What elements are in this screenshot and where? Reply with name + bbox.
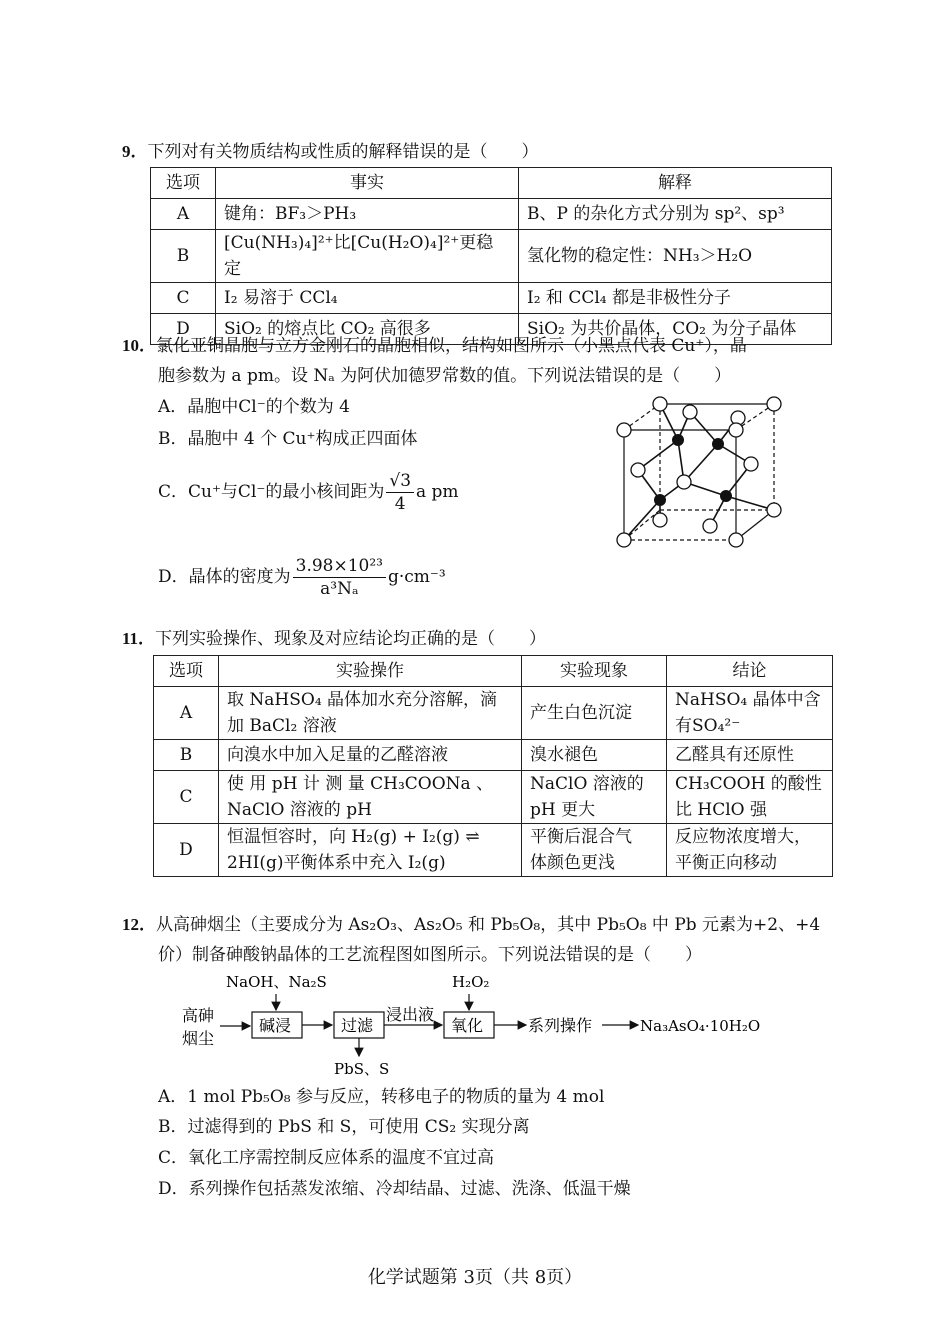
table-row — [154, 771, 833, 824]
q9-reason-cell: I₂ 和 CCl₄ 都是非极性分子 — [519, 283, 832, 314]
q9-table — [150, 167, 832, 345]
q11-stem — [122, 623, 834, 655]
crystal-cell-diagram — [606, 392, 796, 552]
bond-lines — [624, 404, 774, 540]
q11-header-operation: 实验操作 — [219, 656, 522, 687]
q10-option-b: B．晶胞中 4 个 Cu⁺构成正四面体 — [158, 429, 418, 449]
q10-option-d — [158, 555, 446, 600]
q11-option-cell: D — [154, 824, 219, 877]
fraction-numerator: √3 — [386, 470, 414, 493]
cell-line: 比 HClO 强 — [675, 800, 768, 820]
q10-option-c-suffix: a pm — [416, 482, 459, 502]
flow-step1-label: 碱浸 — [259, 1016, 292, 1035]
q10-option-c-prefix: C．Cu⁺与Cl⁻的最小核间距为 — [158, 482, 385, 502]
q9-fact-cell: SiO₂ 的熔点比 CO₂ 高很多 — [216, 314, 519, 345]
flow-reagent-2: H₂O₂ — [452, 973, 490, 991]
q9-fact-cell: [Cu(NH₃)₄]²⁺比[Cu(H₂O)₄]²⁺更稳定 — [216, 230, 519, 283]
flow-series-label: 系列操作 — [528, 1016, 593, 1035]
q9-option-cell: B — [151, 230, 216, 283]
q9-reason-cell: SiO₂ 为共价晶体，CO₂ 为分子晶体 — [519, 314, 832, 345]
q10-option-d-fraction — [293, 555, 386, 600]
q9-reason-cell: 氢化物的稳定性：NH₃＞H₂O — [519, 230, 832, 283]
table-row — [154, 824, 833, 877]
q12-option-d: D．系列操作包括蒸发浓缩、冷却结晶、过滤、洗涤、低温干燥 — [158, 1179, 631, 1199]
cell-line: 反应物浓度增大， — [675, 827, 811, 847]
q11-operation-cell — [219, 771, 522, 824]
cell-line: 取 NaHSO₄ 晶体加水充分溶解，滴 — [227, 690, 498, 710]
q9-header-option: 选项 — [151, 168, 216, 199]
flow-raw-label-2: 烟尘 — [182, 1029, 215, 1048]
cell-line: 平衡正向移动 — [675, 853, 777, 873]
cell-line: 恒温恒容时，向 H₂(g) + I₂(g) ⇌ — [227, 827, 480, 847]
q12-option-c: C．氧化工序需控制反应体系的温度不宜过高 — [158, 1148, 495, 1168]
q11-option-cell: B — [154, 740, 219, 771]
flow-liquid-label: 浸出液 — [386, 1005, 435, 1024]
q9-option-cell: D — [151, 314, 216, 345]
q9-option-cell: A — [151, 199, 216, 230]
q12-stem — [122, 909, 834, 941]
fraction-numerator: 3.98×10²³ — [293, 555, 386, 578]
flow-residue-label: PbS、S — [334, 1060, 390, 1078]
q12-option-b: B．过滤得到的 PbS 和 S，可使用 CS₂ 实现分离 — [158, 1117, 530, 1137]
q11-conclusion-cell — [667, 687, 833, 740]
flow-step3-label: 氧化 — [451, 1016, 484, 1035]
q12-number: 12． — [122, 915, 156, 934]
q11-table — [153, 655, 833, 877]
q12-option-a: A．1 mol Pb₅O₈ 参与反应，转移电子的物质的量为 4 mol — [158, 1087, 605, 1107]
q11-header-option: 选项 — [154, 656, 219, 687]
flow-step2-label: 过滤 — [341, 1016, 374, 1035]
cell-line: 体颜色更浅 — [530, 853, 615, 873]
q10-number: 10． — [122, 336, 156, 355]
table-row — [151, 199, 832, 230]
q11-operation-cell: 向溴水中加入足量的乙醛溶液 — [219, 740, 522, 771]
cell-line: 平衡后混合气 — [530, 827, 632, 847]
q11-header-phenomenon: 实验现象 — [522, 656, 667, 687]
fraction-denominator: a³Nₐ — [320, 579, 359, 599]
q9-header-reason: 解释 — [519, 168, 832, 199]
q12-stem-line2: 价）制备砷酸钠晶体的工艺流程图如图所示。下列说法错误的是（ ） — [158, 945, 702, 965]
q10-option-c — [158, 470, 459, 515]
q9-reason-cell: B、P 的杂化方式分别为 sp²、sp³ — [519, 199, 832, 230]
cell-line: pH 更大 — [530, 800, 596, 820]
q11-conclusion-cell — [667, 824, 833, 877]
table-row — [151, 283, 832, 314]
fraction-denominator: 4 — [394, 494, 406, 514]
q10-option-c-fraction — [386, 470, 414, 515]
q9-stem — [122, 136, 834, 168]
cell-line: NaClO 溶液的 pH — [227, 800, 372, 820]
q11-phenomenon-cell — [522, 824, 667, 877]
q11-option-cell: A — [154, 687, 219, 740]
q9-number: 9． — [122, 142, 148, 161]
q10-stem-line1: 氯化亚铜晶胞与立方金刚石的晶胞相似，结构如图所示（小黑点代表 Cu⁺），晶 — [156, 336, 747, 356]
q9-header-fact: 事实 — [216, 168, 519, 199]
flow-reagent-1: NaOH、Na₂S — [226, 973, 327, 991]
q9-fact-cell: 键角：BF₃＞PH₃ — [216, 199, 519, 230]
process-flow-diagram — [176, 966, 796, 1081]
q11-conclusion-cell — [667, 771, 833, 824]
q10-stem — [122, 330, 834, 362]
q10-stem-line2: 胞参数为 a pm。设 Nₐ 为阿伏加德罗常数的值。下列说法错误的是（ ） — [158, 366, 732, 386]
q11-operation-cell — [219, 824, 522, 877]
q11-number: 11． — [122, 629, 156, 648]
flow-product-label: Na₃AsO₄·10H₂O — [640, 1017, 761, 1035]
cell-line: CH₃COOH 的酸性 — [675, 774, 822, 794]
table-row — [154, 687, 833, 740]
q11-operation-cell — [219, 687, 522, 740]
cell-line: NaClO 溶液的 — [530, 774, 644, 794]
q11-phenomenon-cell — [522, 771, 667, 824]
q11-option-cell: C — [154, 771, 219, 824]
flow-raw-label-1: 高砷 — [182, 1006, 215, 1025]
q11-header-row — [154, 656, 833, 687]
cell-line: 2HI(g)平衡体系中充入 I₂(g) — [227, 853, 446, 873]
table-row — [154, 740, 833, 771]
q11-header-conclusion: 结论 — [667, 656, 833, 687]
page-footer: 化学试题第 3页（共 8页） — [367, 1267, 583, 1288]
q10-option-d-prefix: D．晶体的密度为 — [158, 567, 291, 587]
q12-stem-line1: 从高砷烟尘（主要成分为 As₂O₃、As₂O₅ 和 Pb₅O₈，其中 Pb₅O₈ 中 Pb 元素为+2、+4 — [156, 915, 821, 935]
q9-stem-text: 下列对有关物质结构或性质的解释错误的是（ ） — [147, 142, 539, 162]
q11-stem-text: 下列实验操作、现象及对应结论均正确的是（ ） — [155, 629, 547, 649]
table-row — [151, 230, 832, 283]
q10-option-a: A．晶胞中Cl⁻的个数为 4 — [158, 397, 350, 417]
cell-line: 产生白色沉淀 — [530, 703, 632, 723]
q9-header-row — [151, 168, 832, 199]
cell-line: 加 BaCl₂ 溶液 — [227, 716, 337, 736]
q10-option-d-suffix: g·cm⁻³ — [388, 567, 446, 587]
q9-option-cell: C — [151, 283, 216, 314]
cell-edges — [624, 404, 774, 540]
cell-line: 使 用 pH 计 测 量 CH₃COONa 、 — [227, 774, 494, 794]
cell-line: 有SO₄²⁻ — [675, 716, 741, 736]
q9-fact-cell: I₂ 易溶于 CCl₄ — [216, 283, 519, 314]
q11-phenomenon-cell — [522, 687, 667, 740]
cell-line: NaHSO₄ 晶体中含 — [675, 690, 821, 710]
q11-phenomenon-cell: 溴水褪色 — [522, 740, 667, 771]
q11-conclusion-cell: 乙醛具有还原性 — [667, 740, 833, 771]
